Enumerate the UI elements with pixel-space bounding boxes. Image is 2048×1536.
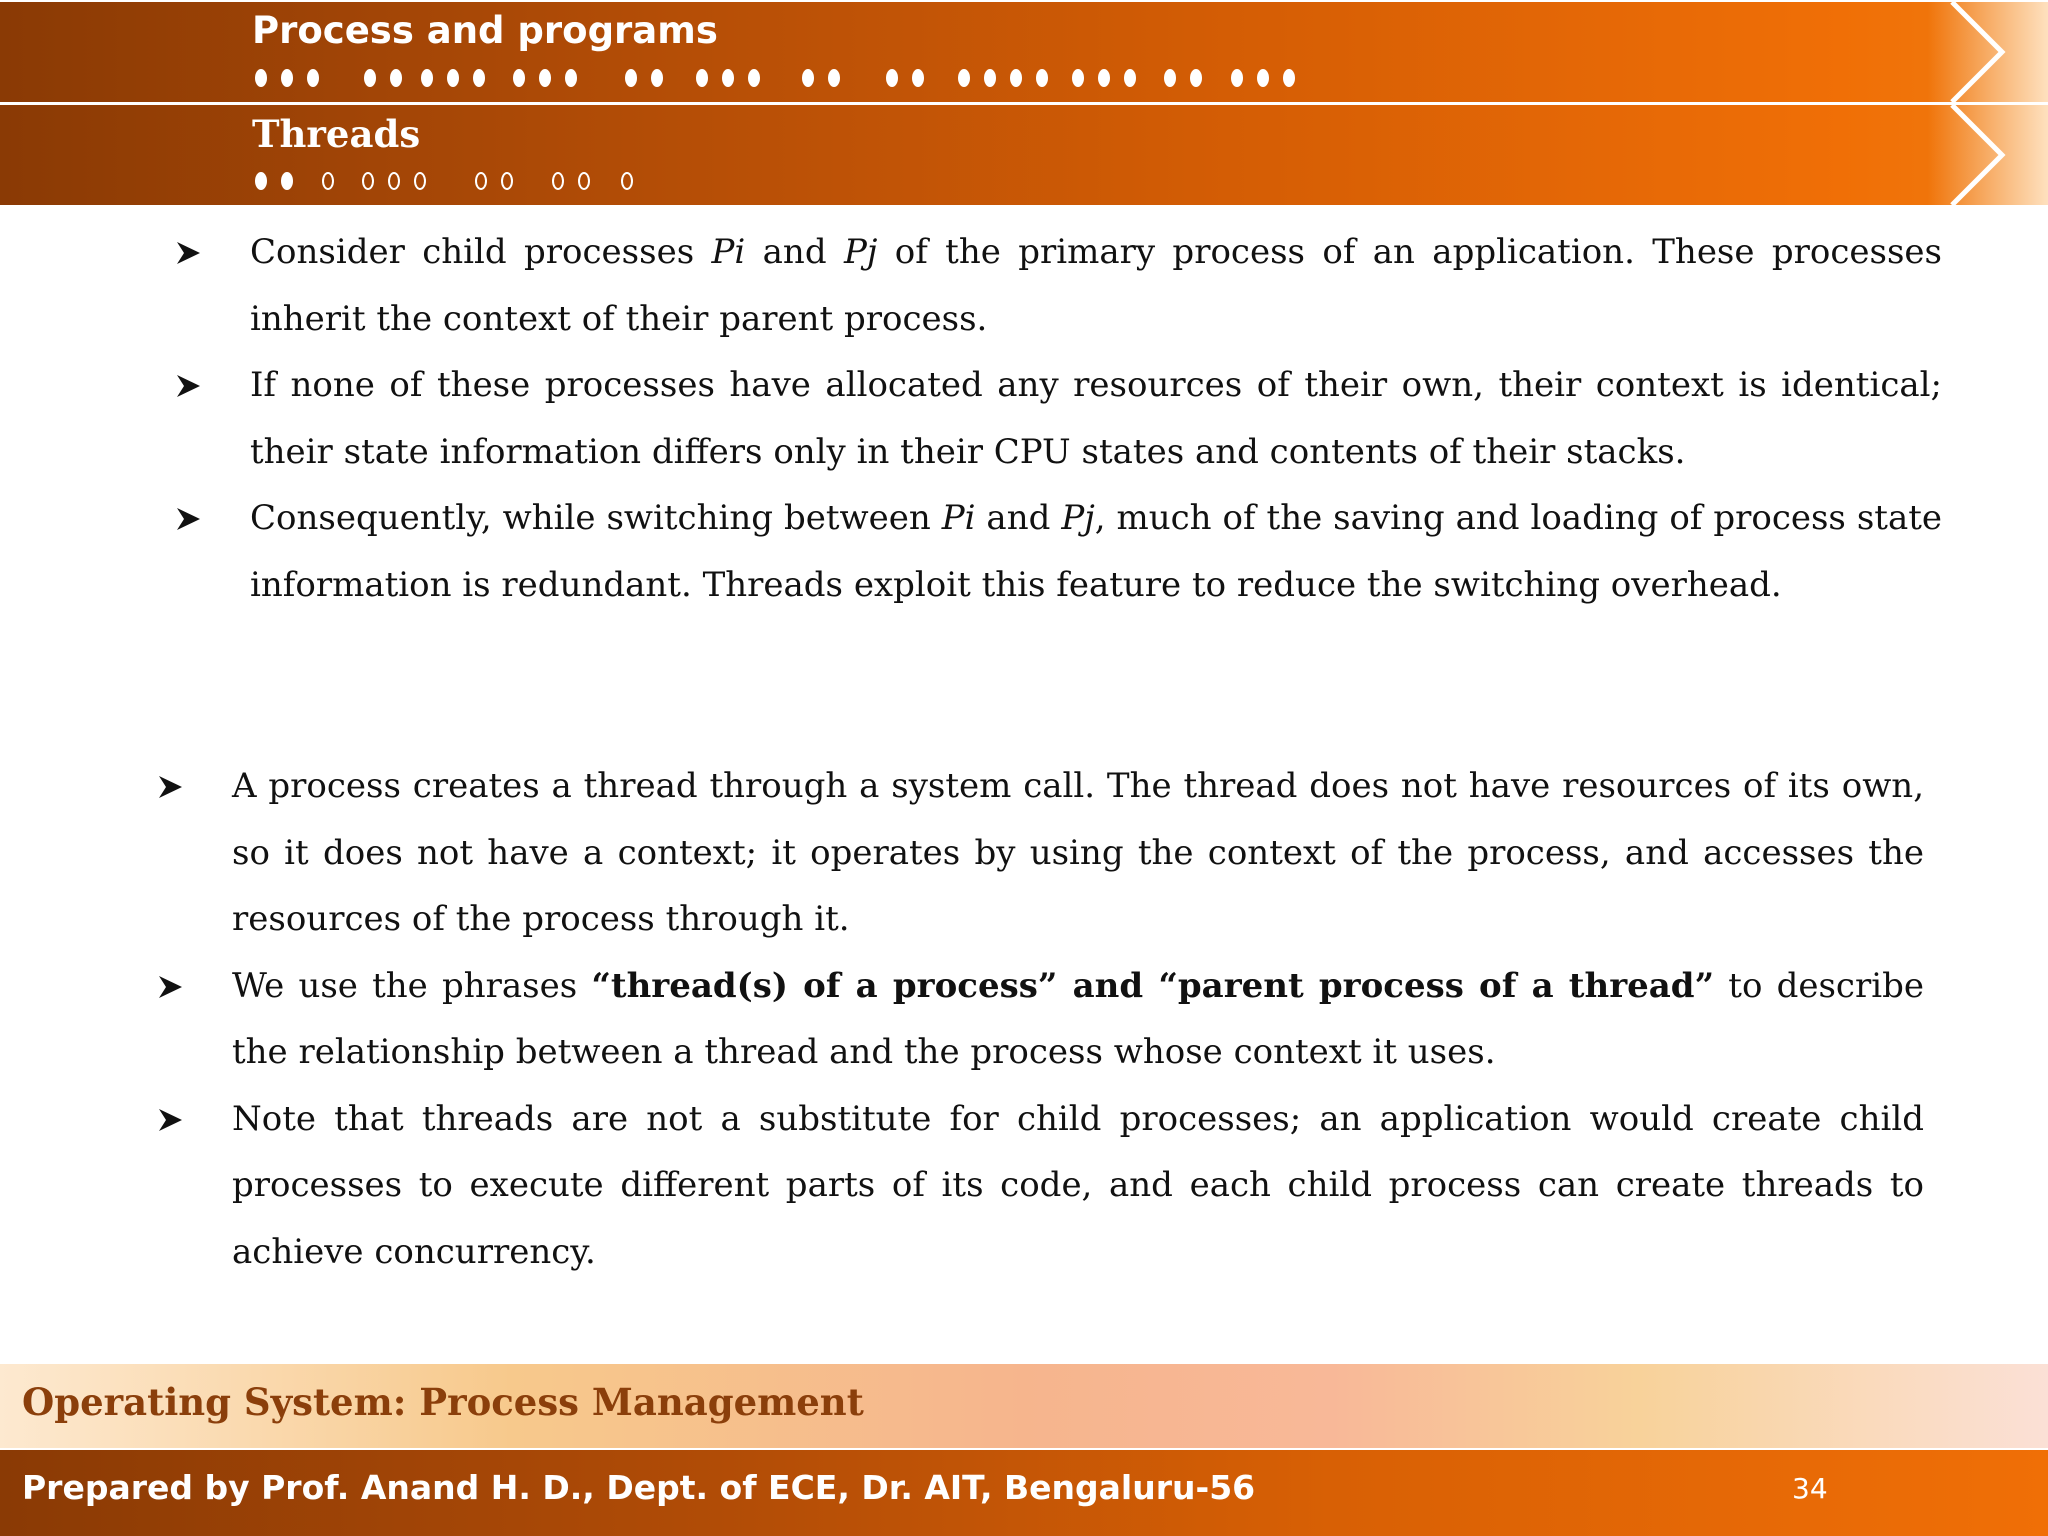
bullet-text: , much of the saving and loading of process state information is redundant. Threads exploit this feature to reduce the switching overhead. [250, 498, 1942, 605]
arrowhead-bullet-icon [175, 241, 201, 265]
bullet-text: and [975, 498, 1062, 538]
content-block-1 [170, 219, 1942, 618]
bullet-item [170, 352, 1942, 485]
bullet-text: Note that threads are not a substitute for child processes; an application would create child processes to execute different parts of its code, and each child process can create threads to achieve concurrency. [232, 1098, 1924, 1272]
bullet-text: A process creates a thread through a system call. The thread does not have resources of its own, so it does not have a context; it operates by using the context of the process, and accesses the resources of the process through it. [232, 766, 1924, 939]
section-progress-dots [252, 68, 1372, 88]
subsection-banner [0, 105, 2048, 205]
bullet-text: to describe the relationship between a thread and the process whose context it uses. [232, 965, 1924, 1072]
bullet-item [170, 485, 1942, 618]
bullet-text: Consequently, while switching between [250, 498, 942, 538]
arrowhead-bullet-icon [157, 1108, 183, 1132]
pj-label: Pj [1061, 498, 1095, 538]
chevron-right-icon [1948, 2, 2008, 102]
section-banner [0, 2, 2048, 102]
credits-bar [0, 1450, 2048, 1536]
credits-text: Prepared by Prof. Anand H. D., Dept. of ECE, Dr. AIT, Bengaluru-56 [22, 1468, 1256, 1507]
bold-phrase: “thread(s) of a process” and “parent process of a thread” [591, 965, 1715, 1006]
bullet-item [170, 219, 1942, 352]
subsection-title: Threads [252, 112, 421, 156]
section-title: Process and programs [252, 9, 718, 52]
arrowhead-bullet-icon [157, 975, 183, 999]
bullet-item [152, 1086, 1924, 1286]
subsection-progress-dots [252, 171, 652, 191]
course-title-bar [0, 1364, 2048, 1448]
arrowhead-bullet-icon [157, 775, 183, 799]
bullet-text: and [745, 232, 844, 272]
arrowhead-bullet-icon [175, 507, 201, 531]
chevron-right-icon [1948, 105, 2008, 205]
pj-label: Pj [843, 232, 878, 272]
course-title: Operating System: Process Management [22, 1380, 864, 1424]
bullet-item [152, 953, 1924, 1086]
bullet-text: We use the phrases [232, 965, 592, 1006]
bullet-item [152, 753, 1924, 953]
pi-label: Pi [941, 498, 976, 538]
page-number: 34 [1792, 1472, 1828, 1505]
bullet-text: of the primary process of an application. These processes inherit the context of their parent process. [250, 232, 1942, 339]
bullet-text: If none of these processes have allocated any resources of their own, their context is identical; their state information differs only in their CPU states and contents of their stacks. [250, 365, 1942, 472]
content-block-2 [152, 753, 1924, 1285]
bullet-text: Consider child processes [250, 232, 712, 272]
pi-label: Pi [711, 232, 746, 272]
arrowhead-bullet-icon [175, 374, 201, 398]
